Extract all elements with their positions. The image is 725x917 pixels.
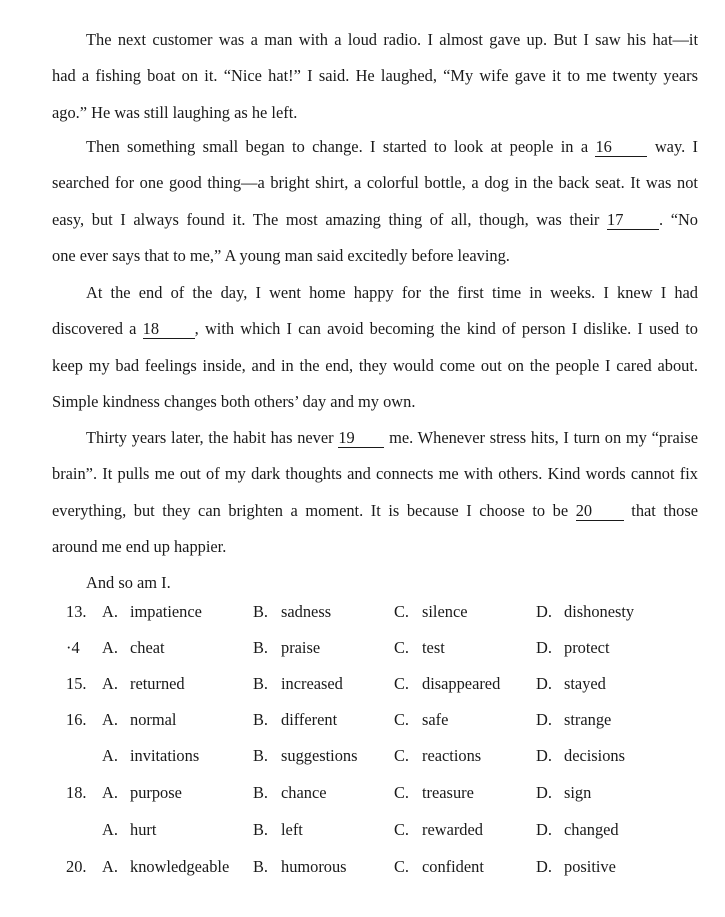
option-text: sadness [281, 602, 332, 621]
text-segment: that those [623, 500, 699, 520]
question-number: 16. [66, 710, 87, 729]
paragraph [52, 565, 698, 601]
option-b[interactable] [253, 638, 320, 658]
paragraph [52, 129, 698, 274]
question-options-row [0, 674, 725, 704]
text-line [52, 58, 698, 94]
text-segment: searched for one good thing—a bright shirt, a colorful bottle, a dog in the back seat. It was not [52, 173, 698, 193]
question-number: 20. [66, 857, 87, 876]
option-d[interactable] [536, 783, 591, 803]
option-text: positive [564, 857, 616, 876]
text-segment: one ever says that to me,” A young man said excitedly before leaving. [52, 245, 510, 265]
text-segment: keep my bad feelings inside, and in the end, they would come out on the people I cared about. [52, 355, 698, 375]
question-number: 15. [66, 674, 87, 693]
option-text: confident [422, 857, 484, 876]
option-letter: D. [536, 857, 552, 876]
option-a[interactable] [102, 746, 199, 766]
option-text: strange [564, 710, 612, 729]
option-letter: D. [536, 602, 552, 621]
text-segment: had a fishing boat on it. “Nice hat!” I said. He laughed, “My wife gave it to me twenty years [52, 66, 698, 86]
option-text: test [422, 638, 445, 657]
text-line [52, 456, 698, 492]
text-line [52, 311, 698, 347]
option-d[interactable] [536, 638, 610, 658]
option-letter: B. [253, 638, 269, 657]
option-text: reactions [422, 746, 482, 765]
text-line [52, 348, 698, 384]
question-number: 18. [66, 783, 87, 802]
text-line [52, 22, 698, 58]
option-text: changed [564, 820, 619, 839]
option-a[interactable] [102, 638, 165, 658]
option-text: decisions [564, 746, 626, 765]
option-letter: B. [253, 710, 269, 729]
option-text: chance [281, 783, 327, 802]
text-segment: around me end up happier. [52, 536, 227, 556]
text-line [52, 238, 698, 274]
option-a[interactable] [102, 710, 176, 730]
answer-blank[interactable]: 16 [595, 139, 647, 157]
option-letter: A. [102, 857, 118, 876]
option-text: treasure [422, 783, 474, 802]
option-letter: A. [102, 746, 118, 765]
option-a[interactable] [102, 820, 156, 840]
option-a[interactable] [102, 857, 229, 877]
text-segment: easy, but I always found it. The most amazing thing of all, though, was their [52, 209, 607, 229]
text-segment: . “No [659, 209, 698, 229]
text-segment: At the end of the day, I went home happy for the first time in weeks. I knew I had [86, 283, 698, 302]
question-options-row [0, 602, 725, 632]
text-segment: Simple kindness changes both others’ day and my own. [52, 391, 416, 411]
question-options-row [0, 710, 725, 740]
text-segment: Thirty years later, the habit has never [86, 428, 339, 447]
option-text: purpose [130, 783, 182, 802]
text-segment: way. I [647, 137, 698, 156]
option-c[interactable] [394, 710, 448, 730]
option-text: left [281, 820, 303, 839]
option-d[interactable] [536, 820, 619, 840]
option-text: normal [130, 710, 177, 729]
answer-blank[interactable]: 18 [143, 321, 195, 339]
paragraph [52, 275, 698, 420]
text-line [52, 384, 698, 420]
option-d[interactable] [536, 602, 634, 622]
option-d[interactable] [536, 674, 606, 694]
answer-blank[interactable]: 19 [338, 430, 384, 448]
text-segment: brain”. It pulls me out of my dark thoughts and connects me with others. Kind words cannot fix [52, 464, 698, 484]
text-line [52, 529, 698, 565]
option-c[interactable] [394, 674, 500, 694]
text-segment: The next customer was a man with a loud radio. I almost gave up. But I saw his hat—it [86, 30, 698, 49]
option-text: impatience [130, 602, 202, 621]
option-c[interactable] [394, 602, 468, 622]
text-line [52, 202, 698, 238]
option-text: sign [564, 783, 592, 802]
text-line [52, 565, 698, 601]
option-text: hurt [130, 820, 157, 839]
text-segment: Then something small began to change. I started to look at people in a [86, 137, 596, 156]
option-text: knowledgeable [130, 857, 230, 876]
option-letter: C. [394, 638, 410, 657]
option-text: dishonesty [564, 602, 635, 621]
option-b[interactable] [253, 857, 347, 877]
option-letter: C. [394, 783, 410, 802]
option-text: rewarded [422, 820, 483, 839]
text-line [52, 95, 698, 131]
option-letter: D. [536, 674, 552, 693]
option-b[interactable] [253, 674, 343, 694]
text-line [52, 275, 698, 311]
option-c[interactable] [394, 746, 481, 766]
option-letter: A. [102, 638, 118, 657]
option-d[interactable] [536, 746, 625, 766]
option-letter: D. [536, 710, 552, 729]
option-text: silence [422, 602, 468, 621]
question-options-row [0, 746, 725, 776]
option-letter: B. [253, 783, 269, 802]
option-a[interactable] [102, 783, 182, 803]
option-c[interactable] [394, 783, 474, 803]
option-letter: B. [253, 674, 269, 693]
option-letter: C. [394, 857, 410, 876]
option-letter: B. [253, 746, 269, 765]
option-letter: A. [102, 820, 118, 839]
option-letter: C. [394, 746, 410, 765]
question-options-row [0, 857, 725, 887]
question-options-row [0, 783, 725, 813]
option-letter: B. [253, 820, 269, 839]
option-letter: A. [102, 710, 118, 729]
option-b[interactable] [253, 602, 331, 622]
option-b[interactable] [253, 746, 358, 766]
option-letter: C. [394, 820, 410, 839]
option-c[interactable] [394, 857, 484, 877]
paragraph [52, 420, 698, 565]
option-a[interactable] [102, 674, 185, 694]
text-segment: me. Whenever stress hits, I turn on my “praise [384, 428, 698, 447]
text-line [52, 165, 698, 201]
answer-blank[interactable]: 20 [576, 503, 624, 521]
option-a[interactable] [102, 602, 202, 622]
question-number: 13. [66, 602, 87, 621]
text-segment: , with which I can avoid becoming the kind of person I dislike. I used to [194, 319, 699, 339]
question-options-row [0, 820, 725, 850]
option-text: suggestions [281, 746, 358, 765]
option-text: cheat [130, 638, 165, 657]
option-c[interactable] [394, 638, 445, 658]
option-letter: D. [536, 746, 552, 765]
option-text: increased [281, 674, 343, 693]
option-text: stayed [564, 674, 606, 693]
option-b[interactable] [253, 783, 327, 803]
option-letter: D. [536, 820, 552, 839]
option-letter: B. [253, 602, 269, 621]
text-line [52, 420, 698, 456]
text-segment: ago.” He was still laughing as he left. [52, 102, 298, 122]
option-text: returned [130, 674, 185, 693]
option-letter: C. [394, 674, 410, 693]
option-text: safe [422, 710, 449, 729]
option-text: humorous [281, 857, 347, 876]
option-c[interactable] [394, 820, 483, 840]
text-line [52, 129, 698, 165]
option-letter: A. [102, 602, 118, 621]
option-b[interactable] [253, 710, 337, 730]
option-b[interactable] [253, 820, 303, 840]
text-line [52, 493, 698, 529]
option-text: protect [564, 638, 610, 657]
option-text: invitations [130, 746, 200, 765]
option-letter: A. [102, 783, 118, 802]
option-letter: D. [536, 638, 552, 657]
option-d[interactable] [536, 710, 611, 730]
option-letter: B. [253, 857, 269, 876]
text-segment: discovered a [52, 319, 143, 339]
question-options-row [0, 638, 725, 668]
answer-blank[interactable]: 17 [607, 212, 659, 230]
option-letter: D. [536, 783, 552, 802]
option-text: disappeared [422, 674, 501, 693]
text-segment: everything, but they can brighten a moment. It is because I choose to be [52, 500, 576, 520]
option-text: praise [281, 638, 321, 657]
option-letter: C. [394, 602, 410, 621]
option-d[interactable] [536, 857, 616, 877]
option-letter: A. [102, 674, 118, 693]
option-letter: C. [394, 710, 410, 729]
paragraph [52, 22, 698, 131]
option-text: different [281, 710, 338, 729]
question-number: ·4 [66, 638, 80, 657]
text-segment: And so am I. [86, 573, 171, 592]
